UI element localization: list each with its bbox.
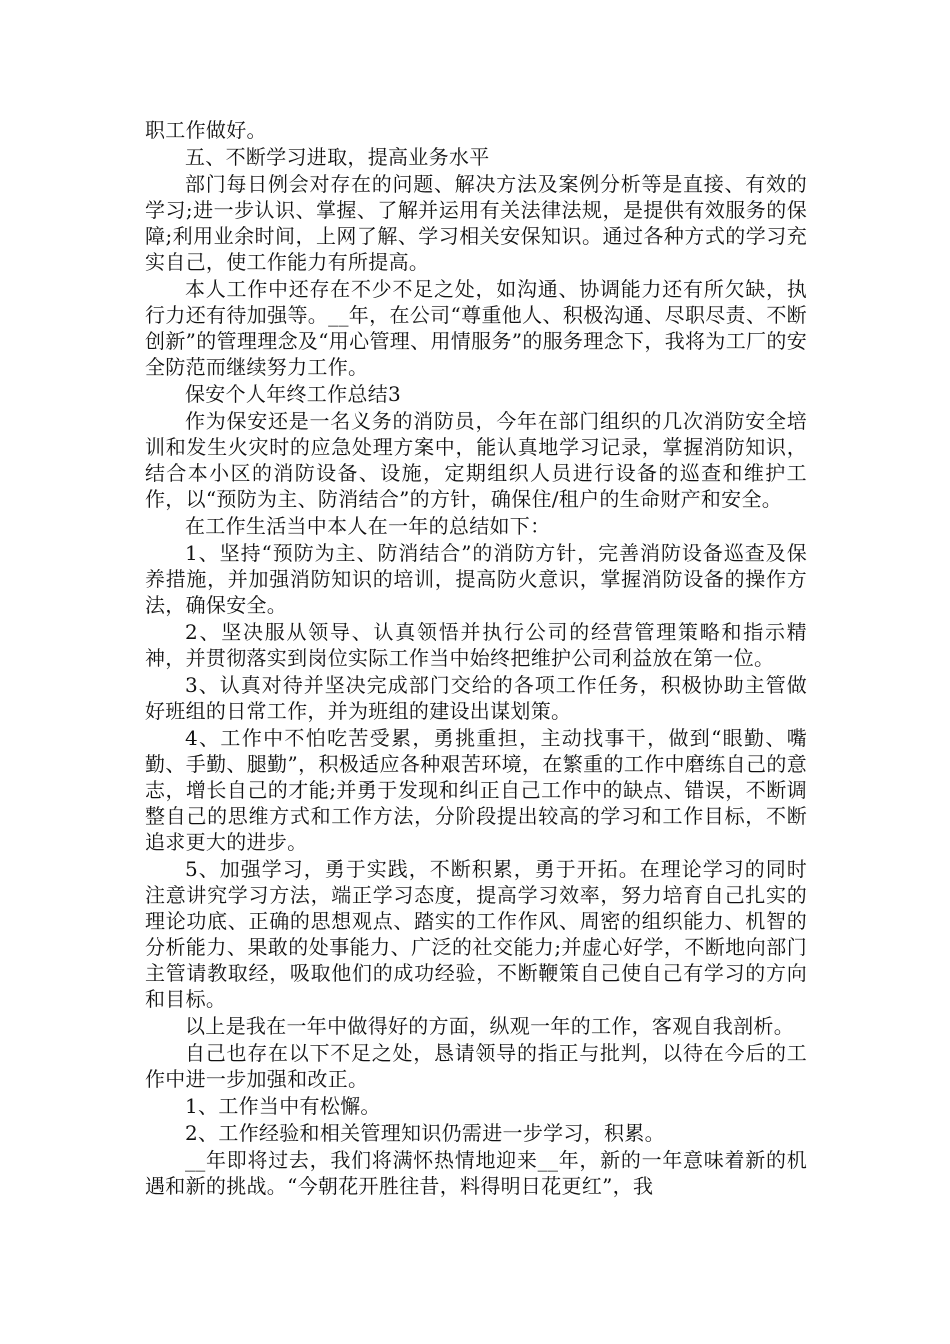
paragraph: 本人工作中还存在不少不足之处，如沟通、协调能力还有所欠缺，执行力还有待加强等。__年，在公司“尊重他人、积极沟通、尽职尽责、不断创新”的管理理念及“用心管理、用情服务”的服务理念下，我将为工厂的安全防范而继续努力工作。: [145, 277, 807, 379]
list-item: 5、加强学习，勇于实践，不断积累，勇于开拓。在理论学习的同时注意讲究学习方法，端正学习态度，提高学习效率，努力培育自己扎实的理论功底、正确的思想观点、踏实的工作作风、周密的组织能力、机智的分析能力、果敢的处事能力、广泛的社交能力;并虚心好学，不断地向部门主管请教取经，吸取他们的成功经验，不断鞭策自己使自己有学习的方向和目标。: [145, 857, 807, 1011]
paragraph: 在工作生活当中本人在一年的总结如下：: [185, 514, 551, 538]
list-item: 2、工作经验和相关管理知识仍需进一步学习，积累。: [185, 1121, 665, 1145]
list-item: 1、工作当中有松懈。: [185, 1094, 381, 1118]
paragraph: 职工作做好。: [145, 118, 267, 142]
list-item: 3、认真对待并坚决完成部门交给的各项工作任务，积极协助主管做好班组的日常工作，并为班组的建设出谋划策。: [145, 673, 807, 723]
list-item: 2、坚决服从领导、认真领悟并执行公司的经营管理策略和指示精神，并贯彻落实到岗位实际工作当中始终把维护公司利益放在第一位。: [145, 620, 807, 670]
list-item: 4、工作中不怕吃苦受累，勇挑重担，主动找事干，做到“眼勤、嘴勤、手勤、腿勤”，积极适应各种艰苦环境，在繁重的工作中磨练自己的意志，增长自己的才能;并勇于发现和纠正自己工作中的缺点、错误，不断调整自己的思维方式和工作方法，分阶段提出较高的学习和工作目标，不断追求更大的进步。: [145, 726, 807, 854]
section-heading: 保安个人年终工作总结3: [185, 382, 402, 406]
paragraph: 作为保安还是一名义务的消防员，今年在部门组织的几次消防安全培训和发生火灾时的应急处理方案中，能认真地学习记录，掌握消防知识，结合本小区的消防设备、设施，定期组织人员进行设备的巡查和维护工作，以“预防为主、防消结合”的方针，确保住/租户的生命财产和安全。: [145, 409, 807, 511]
list-item: 1、坚持“预防为主、防消结合”的消防方针，完善消防设备巡查及保养措施，并加强消防知识的培训，提高防火意识，掌握消防设备的操作方法，确保安全。: [145, 541, 807, 617]
paragraph: 部门每日例会对存在的问题、解决方法及案例分析等是直接、有效的学习;进一步认识、掌握、了解并运用有关法律法规，是提供有效服务的保障;利用业余时间，上网了解、学习相关安保知识。通过各种方式的学习充实自己，使工作能力有所提高。: [145, 172, 807, 274]
section-heading: 五、不断学习进取，提高业务水平: [185, 145, 490, 169]
paragraph: __年即将过去，我们将满怀热情地迎来__年，新的一年意味着新的机遇和新的挑战。“今朝花开胜往昔，料得明日花更红”，我: [145, 1148, 807, 1198]
paragraph: 以上是我在一年中做得好的方面，纵观一年的工作，客观自我剖析。: [185, 1014, 794, 1038]
paragraph: 自己也存在以下不足之处，恳请领导的指正与批判，以待在今后的工作中进一步加强和改正。: [145, 1041, 807, 1091]
document-body: [145, 117, 807, 1200]
